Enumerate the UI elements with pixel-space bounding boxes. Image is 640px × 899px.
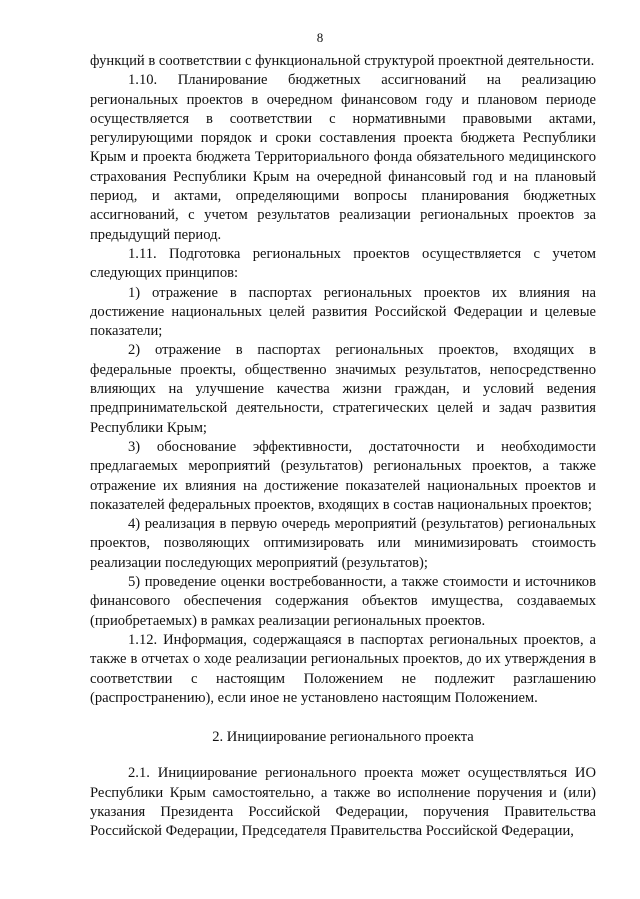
list-item-1: 1) отражение в паспортах региональных проектов их влияния на достижение национальных целей развития Российской Федерации и целевые показатели; <box>90 284 596 340</box>
list-item-3: 3) обоснование эффективности, достаточности и необходимости предлагаемых мероприятий (результатов) региональных проектов, а также отражение их влияния на достижение показателей национальных проектов и показателей федеральных проектов, входящих в состав национальных проектов; <box>90 438 596 513</box>
paragraph-2-1: 2.1. Инициирование регионального проекта может осуществляться ИО Республики Крым самостоятельно, а также во исполнение поручения и (или) указания Президента Российской Федерации, поручения Правительства Российской Федерации, Председателя Правительства Российской Федерации, <box>90 765 596 840</box>
paragraph-1-10: 1.10. Планирование бюджетных ассигнований на реализацию региональных проектов в очередном финансовом году и плановом периоде осуществляется в соответствии с нормативными правовыми актами, регулирующими порядок и сроки составления проекта бюджета Республики Крым и проекта бюджета Территориального фонда обязательного медицинского страхования Республики Крым на очередной финансовый год и на плановый период, и актами, определяющими вопросы планирования бюджетных ассигнований, с учетом результатов реализации региональных проектов за предыдущий период. <box>90 72 596 243</box>
paragraph-continuation: функций в соответствии с функциональной структурой проектной деятельности. <box>90 53 595 69</box>
list-item-2: 2) отражение в паспортах региональных проектов, входящих в федеральные проекты, общественно значимых результатов, непосредственно влияющих на улучшение качества жизни граждан, и условий ведения предпринимательской деятельности, стратегических целей и задач развития Республики Крым; <box>90 342 596 436</box>
document-body <box>90 52 596 842</box>
section-heading: 2. Инициирование регионального проекта <box>212 729 474 746</box>
list-item-5: 5) проведение оценки востребованности, а также стоимости и источников финансового обеспечения содержания объектов имущества, создаваемых (приобретаемых) в рамках реализации региональных проектов. <box>90 574 596 629</box>
list-item-4: 4) реализация в первую очередь мероприятий (результатов) региональных проектов, позволяющих оптимизировать или минимизировать стоимость реализации последующих мероприятий (результатов); <box>90 516 596 571</box>
paragraph-1-12: 1.12. Информация, содержащаяся в паспортах региональных проектов, а также в отчетах о ходе реализации региональных проектов, до их утверждения в соответствии с настоящим Положением не подлежит разглашению (распространению), если иное не установлено настоящим Положением. <box>90 631 596 706</box>
page-number: 8 <box>316 30 324 45</box>
paragraph-1-11: 1.11. Подготовка региональных проектов осуществляется с учетом следующих принципов: <box>90 245 596 282</box>
